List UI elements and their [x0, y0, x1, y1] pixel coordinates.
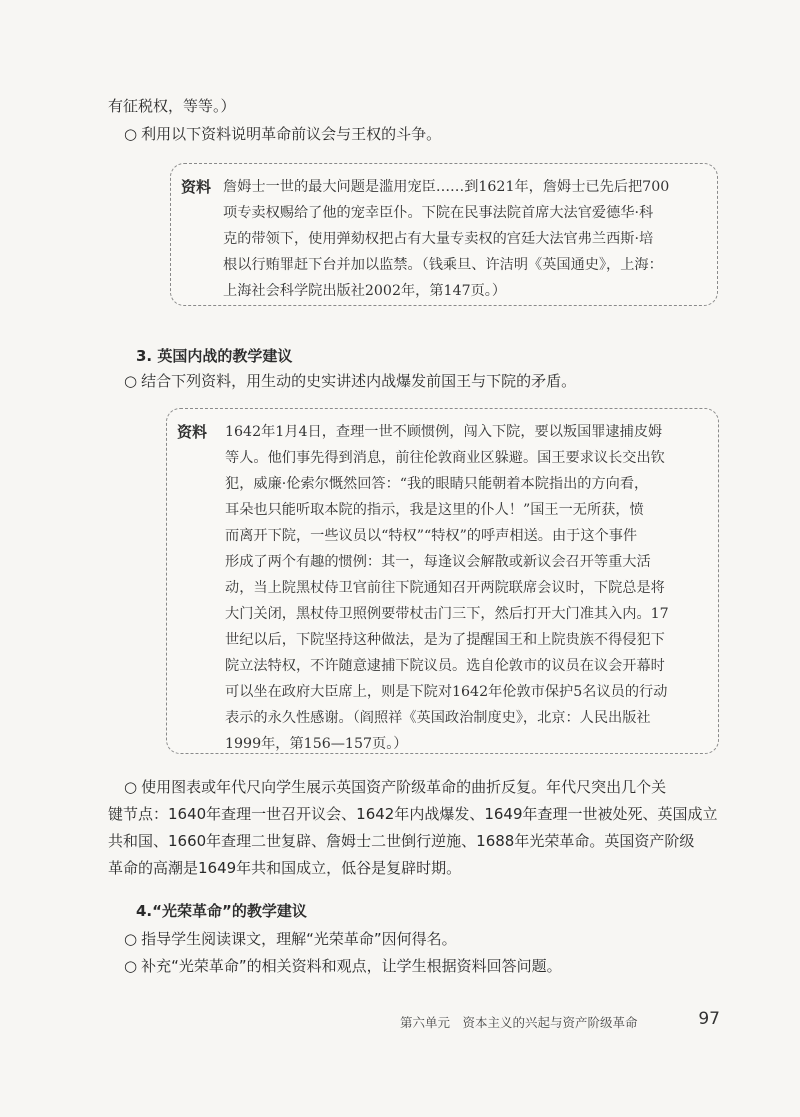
bullet-item [124, 928, 457, 950]
source-line: 詹姆士一世的最大问题是滥用宠臣……到1621年，詹姆士已先后把700 [223, 179, 670, 195]
bullet-text: 结合下列资料，用生动的史实讲述内战爆发前国王与下院的矛盾。 [141, 372, 577, 390]
page-number: 97 [698, 1009, 720, 1029]
source-line: 根以行贿罪赶下台并加以监禁。（钱乘旦、许洁明《英国通史》，上海： [223, 257, 663, 273]
bullet-text: 指导学生阅读课文，理解“光荣革命”因何得名。 [141, 930, 457, 948]
source-line: 克的带领下，使用弹劾权把占有大量专卖权的宫廷大法官弗兰西斯·培 [223, 231, 654, 247]
source-line: 项专卖权赐给了他的宠幸臣仆。下院在民事法院首席大法官爱德华·科 [223, 205, 654, 221]
page-footer [400, 1009, 720, 1033]
source-line: 1999年，第156—157页。） [225, 736, 408, 752]
source-line: 表示的永久性感谢。（阎照祥《英国政治制度史》，北京：人民出版社 [225, 710, 651, 726]
bullet-text: 补充“光荣革命”的相关资料和观点，让学生根据资料回答问题。 [141, 957, 562, 975]
timeline-paragraph [108, 774, 728, 882]
section-heading: 4.“光荣革命”的教学建议 [136, 902, 307, 920]
circle-bullet-icon: ○ [124, 930, 138, 948]
circle-bullet-icon: ○ [124, 125, 138, 143]
source-line: 上海社会科学院出版社2002年，第147页。） [223, 283, 507, 299]
source-line: 世纪以后，下院坚持这种做法，是为了提醒国王和上院贵族不得侵犯下 [225, 632, 665, 648]
paragraph-text: 使用图表或年代尺向学生展示英国资产阶级革命的曲折反复。年代尺突出几个关 [141, 778, 667, 796]
section-heading: 3. 英国内战的教学建议 [136, 347, 293, 365]
source-label: 资料 [177, 423, 208, 441]
paragraph-line: 革命的高潮是1649年共和国成立，低谷是复辟时期。 [108, 859, 462, 877]
continued-text: 有征税权，等等。） [108, 97, 236, 115]
paragraph-line [108, 774, 728, 801]
paragraph-line: 共和国、1660年查理二世复辟、詹姆士二世倒行逆施、1688年光荣革命。英国资产阶级 [108, 832, 695, 850]
source-box-1 [170, 163, 718, 306]
circle-bullet-icon: ○ [124, 778, 138, 796]
bullet-item [124, 955, 562, 977]
bullet-item [124, 123, 441, 145]
source-line: 等人。他们事先得到消息，前往伦敦商业区躲避。国王要求议长交出钦 [225, 450, 665, 466]
source-line: 1642年1月4日，查理一世不顾惯例，闯入下院，要以叛国罪逮捕皮姆 [225, 424, 663, 440]
bullet-text: 利用以下资料说明革命前议会与王权的斗争。 [141, 125, 442, 143]
source-label: 资料 [181, 178, 212, 196]
unit-title: 第六单元 资本主义的兴起与资产阶级革命 [400, 1015, 638, 1030]
paragraph-line: 键节点：1640年查理一世召开议会、1642年内战爆发、1649年查理一世被处死、英国成立 [108, 805, 718, 823]
bullet-item [124, 370, 576, 392]
circle-bullet-icon: ○ [124, 957, 138, 975]
source-box-2 [166, 408, 719, 754]
source-line: 可以坐在政府大臣席上，则是下院对1642年伦敦市保护5名议员的行动 [225, 684, 668, 700]
source-line: 犯，威廉·伦索尔慨然回答：“我的眼睛只能朝着本院指出的方向看， [225, 476, 649, 492]
source-line: 而离开下院，一些议员以“特权”“特权”的呼声相送。由于这个事件 [225, 528, 638, 544]
source-text [223, 174, 707, 304]
source-line: 大门关闭，黑杖侍卫照例要带杖击门三下，然后打开大门准其入内。17 [225, 606, 669, 622]
source-line: 耳朵也只能听取本院的指示，我是这里的仆人！”国王一无所获，愤 [225, 502, 644, 518]
source-line: 动，当上院黑杖侍卫官前往下院通知召开两院联席会议时，下院总是将 [225, 580, 665, 596]
source-line: 院立法特权，不许随意逮捕下院议员。选自伦敦市的议员在议会开幕时 [225, 658, 665, 674]
circle-bullet-icon: ○ [124, 372, 138, 390]
source-line: 形成了两个有趣的惯例：其一，每逢议会解散或新议会召开等重大活 [225, 554, 651, 570]
source-text [225, 419, 709, 757]
